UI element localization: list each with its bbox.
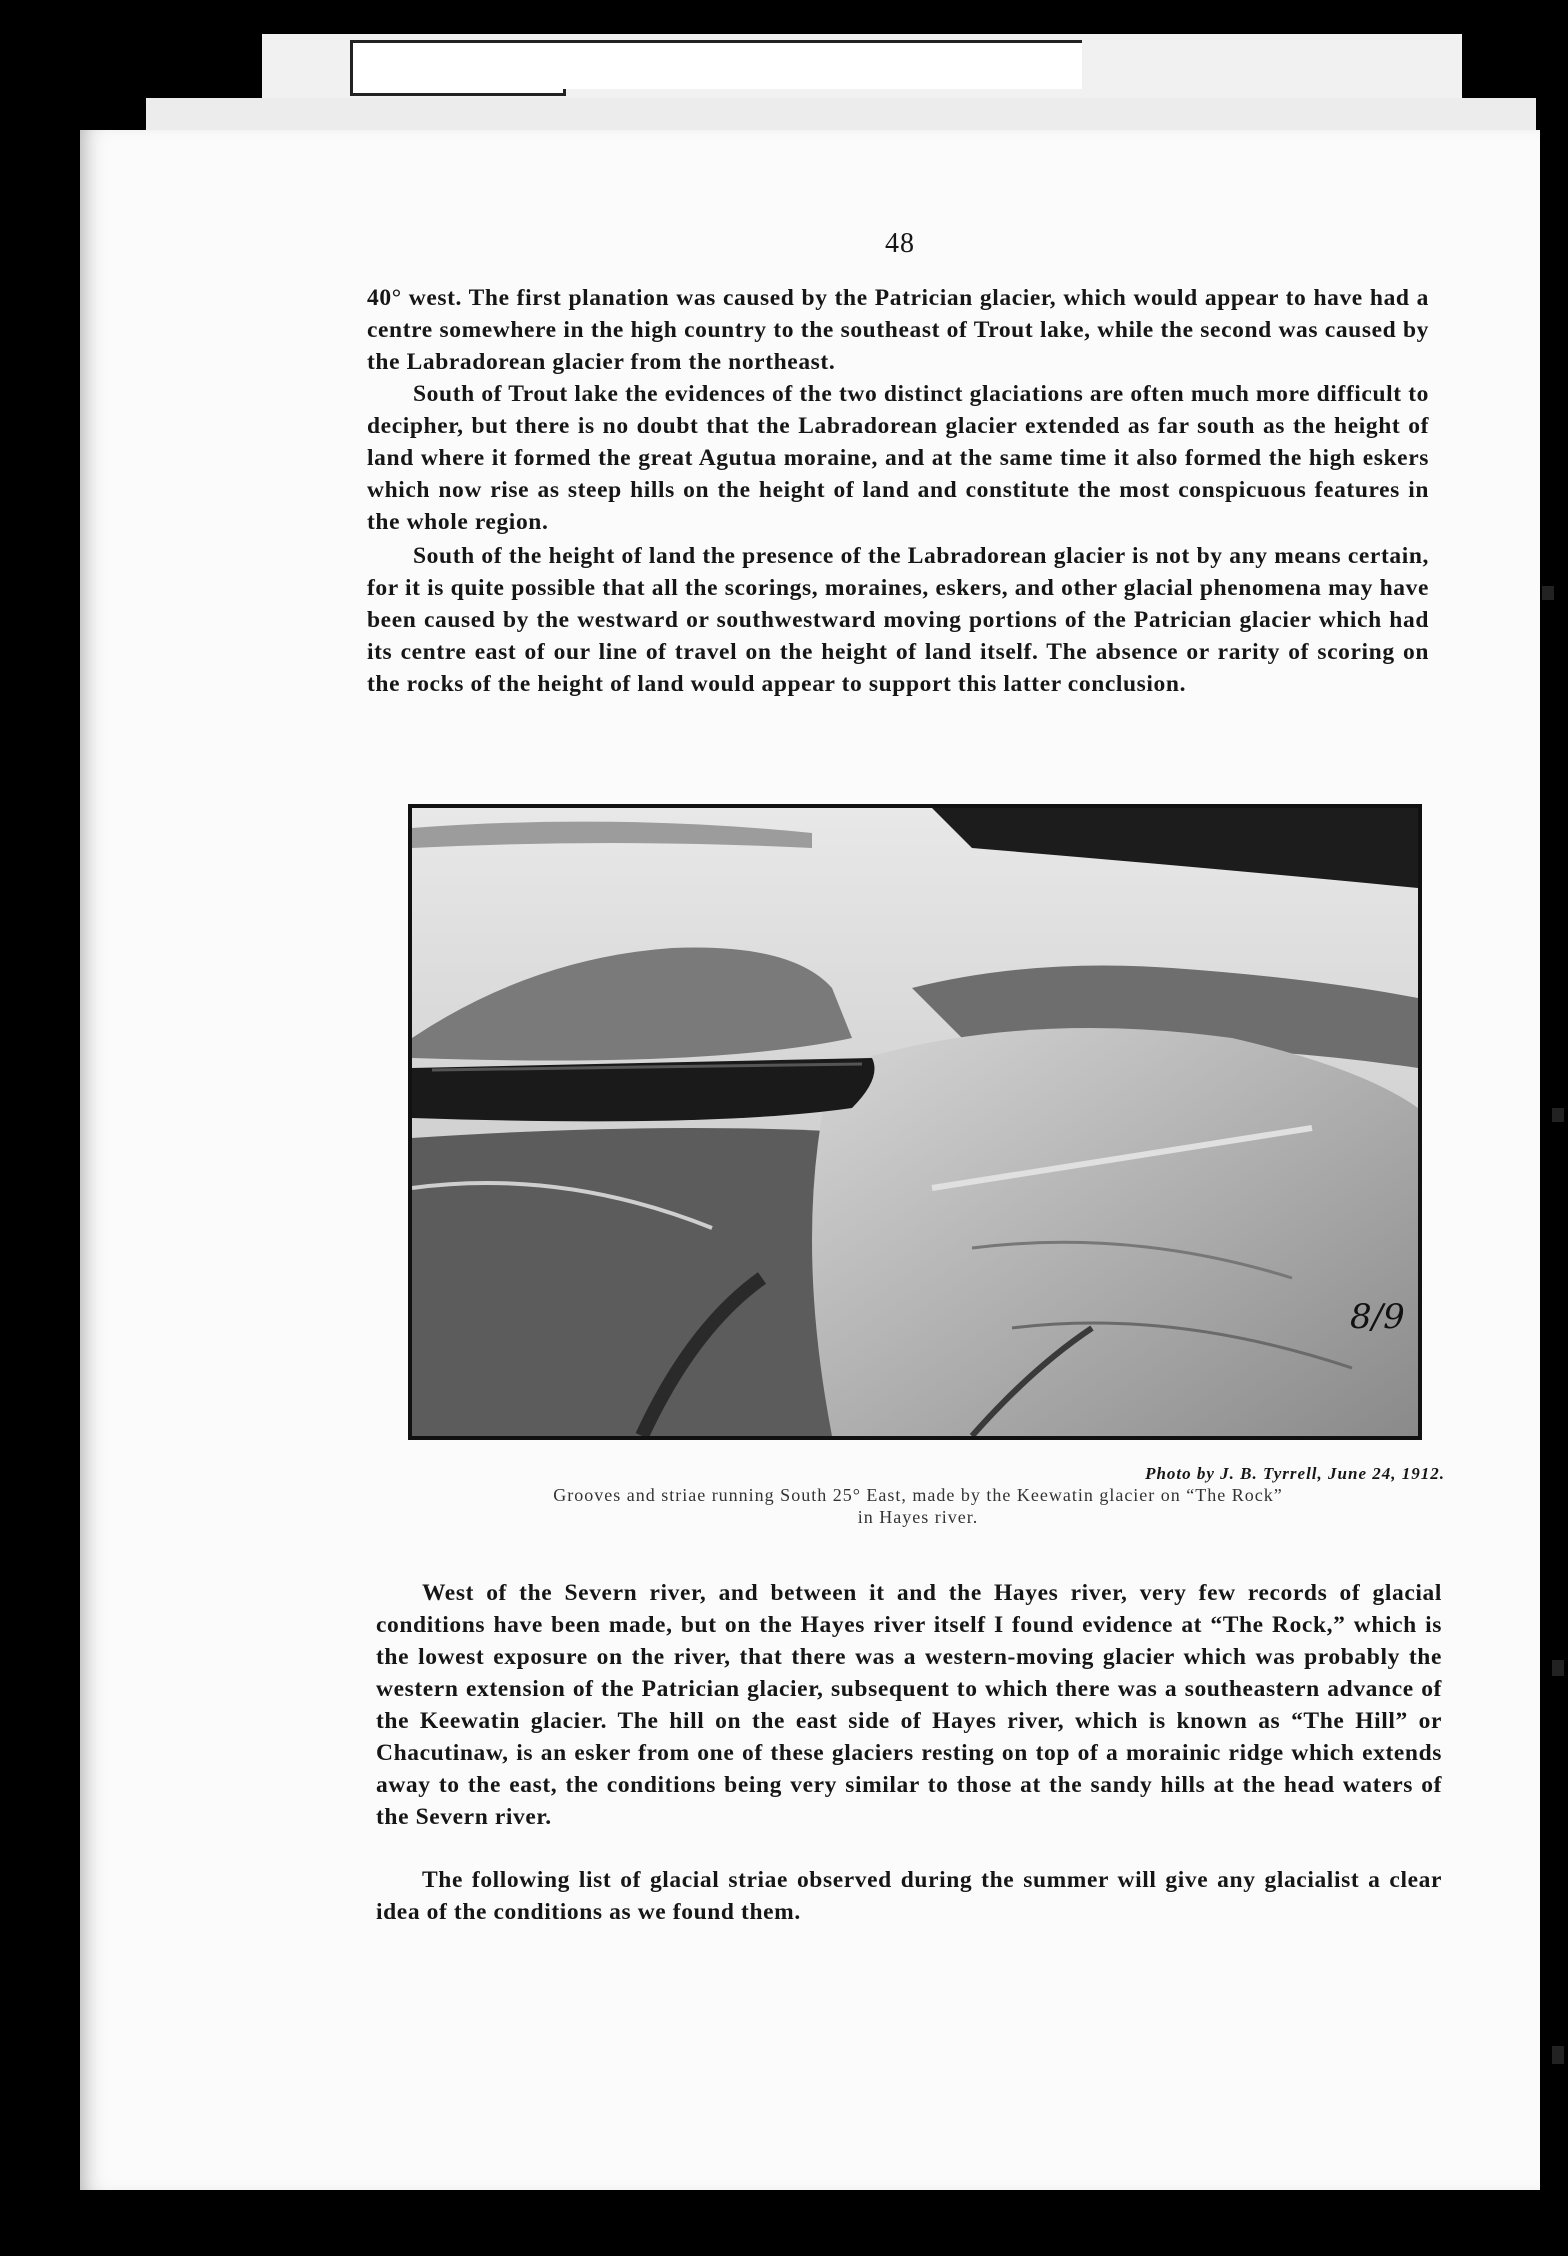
rock-canoe-photo [412, 808, 1418, 1436]
photo-credit: Photo by J. B. Tyrrell, June 24, 1912. [1145, 1464, 1445, 1483]
background-sheet-edge [562, 40, 1082, 89]
body-paragraph: South of the height of land the presence of the Labradorean glacier is not by any means certain, for it is quite possible that all the scorings, moraines, eskers, and other glacial phenomena may have been caused by the westward or southwestward moving portions of the Patrician glacier which had its centre east of our line of travel on the height of land itself. The absence or rarity of scoring on the rocks of the height of land would appear to support this latter conclusion. [367, 543, 1429, 697]
margin-mark [1552, 2046, 1564, 2064]
margin-mark [1552, 1108, 1564, 1122]
body-paragraph: The following list of glacial striae observed during the summer will give any glacialist a clear idea of the conditions as we found them. [376, 1867, 1442, 1925]
figure-caption [388, 1484, 1448, 1528]
figure-caption-line: in Hayes river. [857, 1507, 979, 1527]
margin-mark [1542, 586, 1554, 600]
photo-signature: 8/9 [1350, 1297, 1405, 1337]
page-number: 48 [885, 228, 915, 259]
body-paragraph: West of the Severn river, and between it and the Hayes river, very few records of glacial conditions have been made, but on the Hayes river itself I found evidence at “The Rock,” which is the lowest exposure on the river, that there was a western-moving glacier which was probably the western extension of the Patrician glacier, subsequent to which there was a southeastern advance of the Keewatin glacier. The hill on the east side of Hayes river, which is known as “The Hill” or Chacutinaw, is an esker from one of these glaciers resting on top of a morainic ridge which extends away to the east, the conditions being very similar to those at the sandy hills at the head waters of the Severn river. [376, 1580, 1442, 1830]
background-sheet [262, 34, 1462, 104]
body-paragraph: South of Trout lake the evidences of the two distinct glaciations are often much more difficult to decipher, but there is no doubt that the Labradorean glacier extended as far south as the height of land where it formed the great Agutua moraine, and at the same time it also formed the high eskers which now rise as steep hills on the height of land and constitute the most conspicuous features in the whole region. [367, 381, 1429, 535]
figure-caption-line: Grooves and striae running South 25° East, made by the Keewatin glacier on “The Rock” [553, 1485, 1283, 1505]
margin-mark [1552, 1660, 1564, 1676]
body-paragraph: 40° west. The first planation was caused by the Patrician glacier, which would appear to have had a centre somewhere in the high country to the southeast of Trout lake, while the second was caused by the Labradorean glacier from the northeast. [367, 285, 1429, 375]
background-sheet-tab [350, 40, 566, 96]
photograph-figure [408, 804, 1422, 1440]
